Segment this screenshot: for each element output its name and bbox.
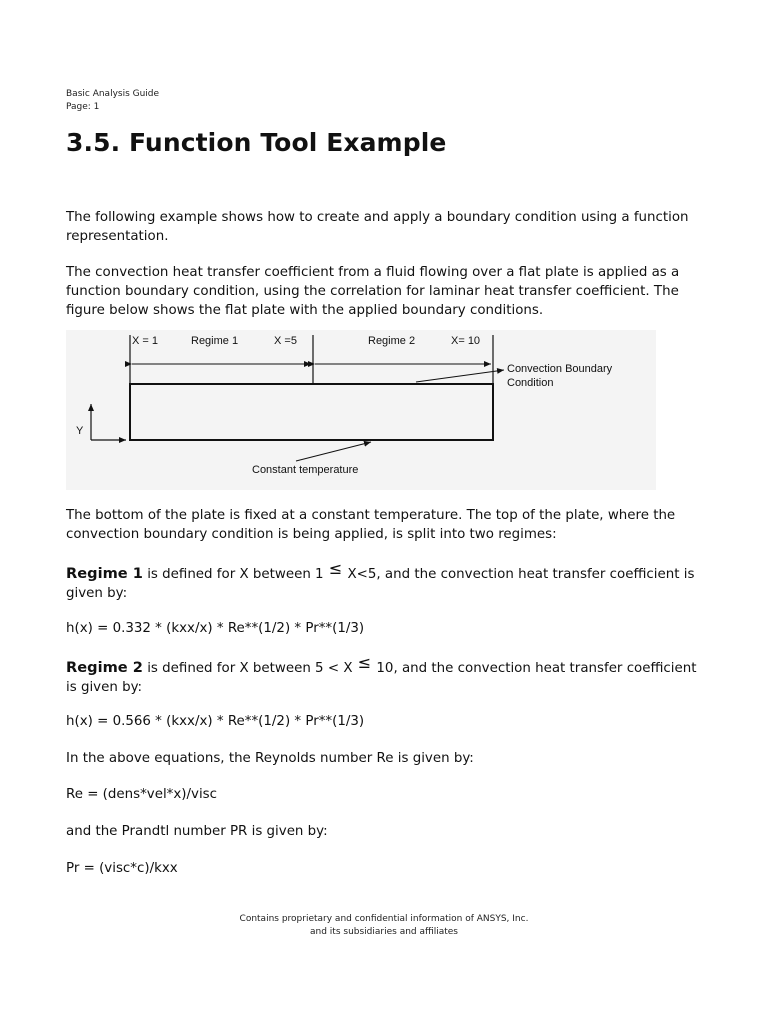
- guide-title: Basic Analysis Guide: [66, 89, 160, 99]
- regime2-text-before: is defined for X between 5 < X: [142, 661, 357, 676]
- flat-plate-diagram: [66, 330, 656, 490]
- footer-line2: and its subsidiaries and affiliates: [310, 927, 458, 937]
- plate-paragraph: The bottom of the plate is fixed at a constant temperature. The top of the plate, where the convection boundary condition is being applied, is split into two regimes:: [66, 508, 676, 542]
- label-x5: X =5: [274, 335, 297, 347]
- regime1-text-before: is defined for X between 1: [142, 567, 328, 582]
- label-convection-line2: Condition: [507, 377, 554, 389]
- regime1-paragraph: [66, 559, 706, 603]
- flat-plate-rect: [130, 384, 493, 440]
- label-convection-line1: Convection Boundary: [507, 363, 613, 375]
- regime2-paragraph: [66, 653, 706, 697]
- equation-regime2: h(x) = 0.566 * (kxx/x) * Re**(1/2) * Pr**(1/3): [66, 714, 365, 729]
- prandtl-intro: and the Prandtl number PR is given by:: [66, 824, 328, 839]
- equation-reynolds: Re = (dens*vel*x)/visc: [66, 787, 218, 802]
- equation-regime1: h(x) = 0.332 * (kxx/x) * Re**(1/2) * Pr**(1/3): [66, 621, 365, 636]
- equation-prandtl: Pr = (visc*c)/kxx: [66, 861, 178, 876]
- constant-temp-leader-arrow: [296, 442, 371, 461]
- regime2-label: Regime 2: [66, 659, 143, 676]
- label-y-axis: Y: [76, 425, 84, 437]
- label-x1: X = 1: [132, 335, 158, 347]
- convection-paragraph: The convection heat transfer coefficient from a fluid flowing over a flat plate is applied as a function boundary condition, using the correlation for laminar heat transfer coefficient. The figure below shows the flat plate with the applied boundary conditions.: [66, 265, 680, 318]
- regime1-text-after: X<5, and the convection heat transfer coefficient is given by:: [66, 567, 695, 601]
- regime1-label: Regime 1: [66, 565, 143, 582]
- label-constant-temperature: Constant temperature: [252, 464, 359, 476]
- label-regime2: Regime 2: [368, 335, 416, 347]
- regime2-text-after: 10, and the convection heat transfer coefficient is given by:: [66, 661, 697, 695]
- label-regime1: Regime 1: [191, 335, 239, 347]
- flat-plate-figure: [66, 330, 656, 490]
- less-equal-symbol: ≤: [328, 559, 343, 578]
- section-title: 3.5. Function Tool Example: [66, 128, 447, 157]
- intro-paragraph: The following example shows how to create and apply a boundary condition using a function representation.: [66, 210, 689, 244]
- reynolds-intro: In the above equations, the Reynolds number Re is given by:: [66, 751, 474, 766]
- convection-leader-arrow: [416, 370, 504, 382]
- less-equal-symbol: ≤: [357, 653, 372, 672]
- footer-line1: Contains proprietary and confidential information of ANSYS, Inc.: [239, 914, 529, 924]
- label-x10: X= 10: [451, 335, 481, 347]
- page-label: Page: 1: [66, 102, 100, 112]
